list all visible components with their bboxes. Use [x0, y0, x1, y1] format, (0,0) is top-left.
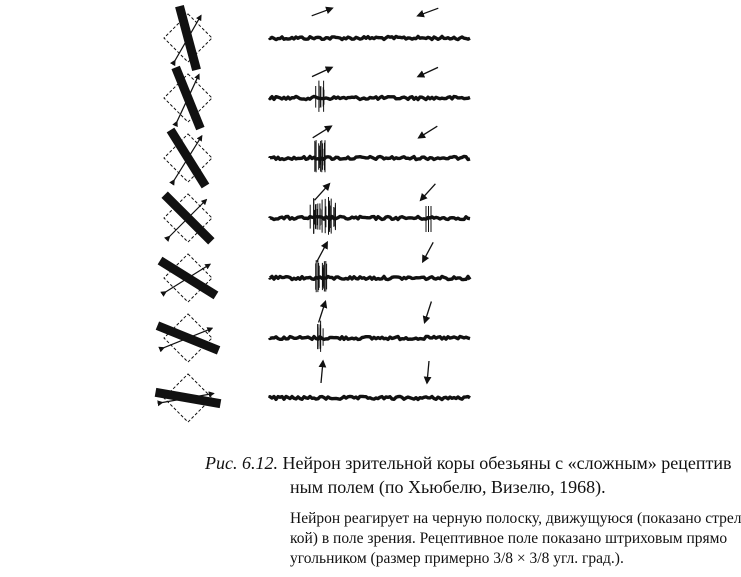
trace-row-1 — [270, 8, 470, 39]
stimulus-3 — [164, 128, 212, 189]
direction-arrow-right — [418, 8, 439, 16]
caption-label: Рис. 6.12. — [205, 453, 278, 473]
direction-arrow-left — [321, 361, 323, 383]
trace-row-3 — [270, 126, 470, 172]
trace-column — [270, 8, 470, 399]
stimulus-6 — [156, 314, 221, 362]
stimulus-1 — [164, 5, 212, 71]
direction-arrow-left — [315, 184, 330, 200]
caption-note-line-1: Нейрон реагирует на черную полоску, движущуюся (показано стрел — [290, 510, 741, 527]
recording-trace — [270, 36, 470, 39]
recording-trace — [270, 396, 470, 399]
trace-row-6 — [270, 302, 470, 352]
direction-arrow-right — [419, 126, 438, 138]
stimulus-4 — [161, 191, 214, 244]
trace-row-7 — [270, 361, 470, 400]
caption-note-line-3: угольником (размер примерно 3/8 × 3/8 угл. град.). — [290, 550, 624, 567]
stimulus-2 — [164, 66, 212, 131]
recording-trace — [270, 216, 470, 219]
direction-arrow-right — [418, 67, 438, 76]
trace-row-4 — [270, 184, 470, 235]
direction-arrow-left — [312, 8, 333, 16]
caption-title-line-1 — [205, 452, 732, 475]
direction-arrow-right — [427, 361, 429, 383]
figure-caption — [0, 452, 741, 577]
direction-arrow-left — [319, 302, 326, 323]
stimulus-7 — [155, 374, 222, 422]
recording-trace — [270, 336, 470, 339]
recording-trace — [270, 96, 470, 99]
direction-arrow-left — [313, 126, 332, 138]
caption-title-text-1: Нейрон зрительной коры обезьяны с «сложным» рецептив — [282, 453, 732, 473]
stimulus-5 — [158, 254, 219, 302]
direction-arrow-right — [425, 302, 432, 323]
trace-row-2 — [270, 67, 470, 112]
direction-arrow-right — [421, 184, 436, 200]
direction-arrow-left — [317, 242, 327, 261]
direction-arrow-left — [312, 67, 332, 76]
direction-arrow-right — [423, 242, 433, 261]
caption-note-line-2: кой) в поле зрения. Рецептивное поле показано штриховым прямо — [290, 530, 728, 547]
trace-row-5 — [270, 242, 470, 292]
caption-title-line-2: ным полем (по Хьюбелю, Визелю, 1968). — [290, 477, 606, 497]
recording-trace — [270, 156, 470, 159]
stimulus-column — [155, 5, 222, 422]
recording-trace — [270, 276, 470, 279]
